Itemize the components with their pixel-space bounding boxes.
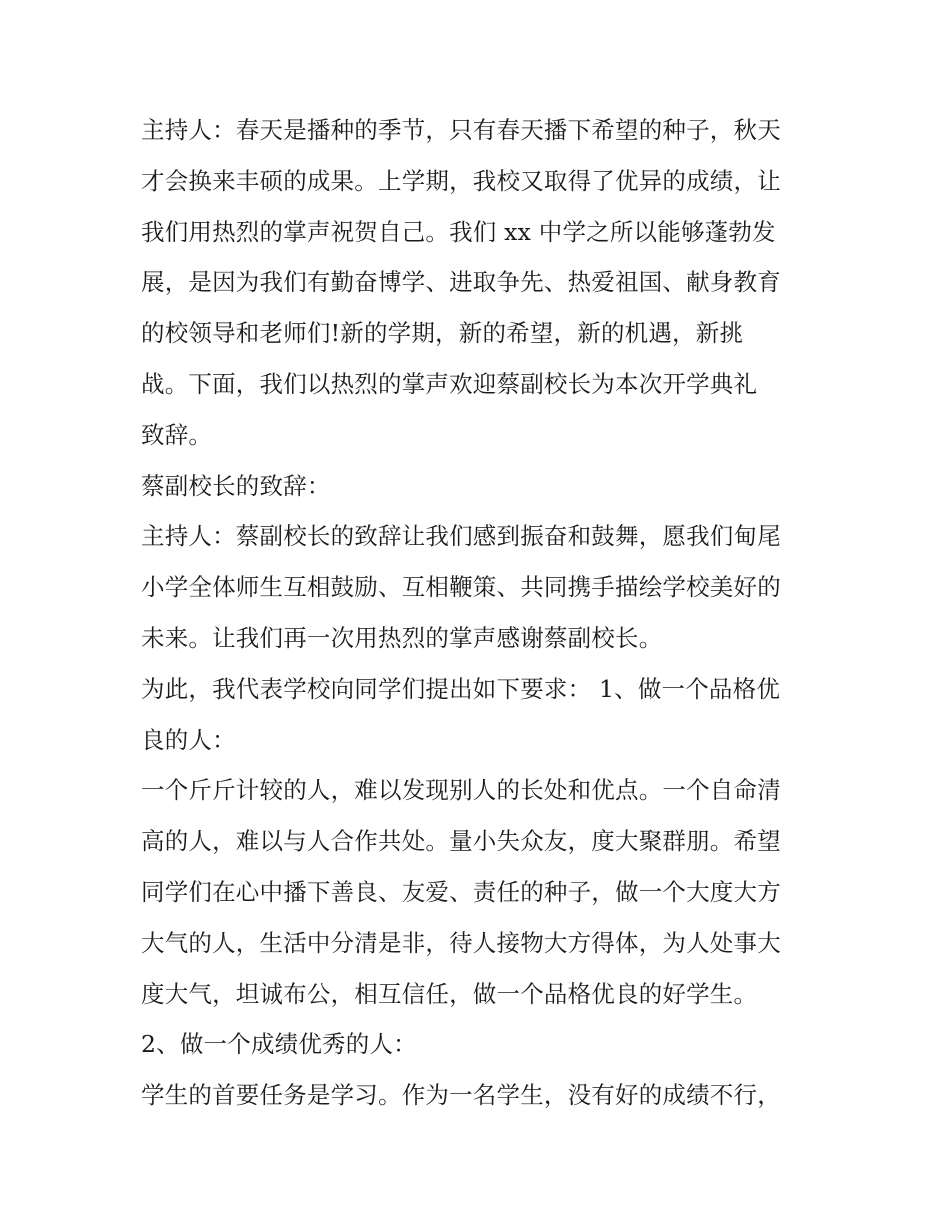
- text-line: 的校领导和老师们!新的学期，新的希望，新的机遇，新挑: [141, 319, 744, 348]
- text-line: 小学全体师生互相鼓励、互相鞭策、共同携手描绘学校美好的: [141, 573, 781, 602]
- text-line: 大气的人，生活中分清是非，待人接物大方得体，为人处事大: [141, 928, 781, 957]
- text-line: 主持人：春天是播种的季节，只有春天播下希望的种子，秋天: [141, 116, 781, 144]
- text-line: 为此，我代表学校向同学们提出如下要求： 1、做一个品格优: [141, 674, 781, 703]
- text-line: 学生的首要任务是学习。作为一名学生，没有好的成绩不行，: [141, 1081, 781, 1110]
- text-line: 高的人，难以与人合作共处。量小失众友，度大聚群朋。希望: [141, 827, 781, 856]
- text-line: 展，是因为我们有勤奋博学、进取争先、热爱祖国、献身教育: [141, 268, 781, 297]
- text-line: 度大气，坦诚布公，相互信任，做一个品格优良的好学生。: [141, 979, 758, 1008]
- text-line: 主持人：蔡副校长的致辞让我们感到振奋和鼓舞，愿我们甸尾: [141, 522, 781, 551]
- text-line: 才会换来丰硕的成果。上学期，我校又取得了优异的成绩，让: [141, 166, 781, 195]
- text-line: 致辞。: [141, 420, 213, 449]
- text-line: 蔡副校长的致辞：: [141, 471, 331, 500]
- text-line: 2、做一个成绩优秀的人：: [141, 1030, 417, 1059]
- text-line: 我们用热烈的掌声祝贺自己。我们 xx 中学之所以能够蓬勃发: [141, 217, 776, 246]
- document-body: [141, 105, 816, 1121]
- text-line: 良的人：: [141, 725, 236, 754]
- text-line: 战。下面，我们以热烈的掌声欢迎蔡副校长为本次开学典礼: [141, 369, 758, 398]
- text-line: 一个斤斤计较的人，难以发现别人的长处和优点。一个自命清: [141, 776, 781, 805]
- text-line: 同学们在心中播下善良、友爱、责任的种子，做一个大度大方: [141, 877, 781, 906]
- text-line: 未来。让我们再一次用热烈的掌声感谢蔡副校长。: [141, 623, 663, 652]
